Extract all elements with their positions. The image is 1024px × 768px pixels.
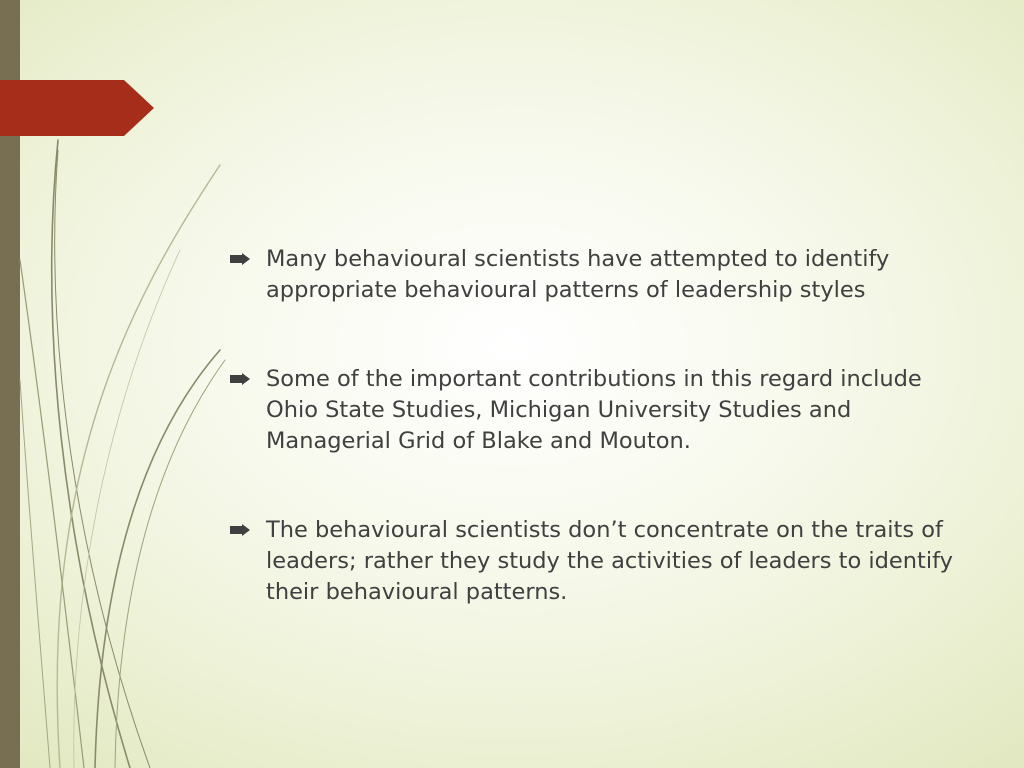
bullet-item bbox=[230, 364, 960, 457]
bullet-text: Many behavioural scientists have attempted to identify appropriate behavioural patterns of leadership styles bbox=[266, 246, 890, 303]
arrow-bullet-icon bbox=[230, 524, 250, 536]
bullet-text: Some of the important contributions in this regard include Ohio State Studies, Michigan University Studies and Managerial Grid of Blake and Mouton. bbox=[266, 366, 922, 454]
arrow-bullet-icon bbox=[230, 253, 250, 265]
arrow-bullet-icon bbox=[230, 373, 250, 385]
bullet-list bbox=[230, 244, 960, 608]
bullet-item bbox=[230, 515, 960, 608]
accent-tab bbox=[0, 80, 154, 136]
bullet-text: The behavioural scientists don’t concentrate on the traits of leaders; rather they study the activities of leaders to identify their behavioural patterns. bbox=[266, 517, 953, 605]
bullet-item bbox=[230, 244, 960, 306]
